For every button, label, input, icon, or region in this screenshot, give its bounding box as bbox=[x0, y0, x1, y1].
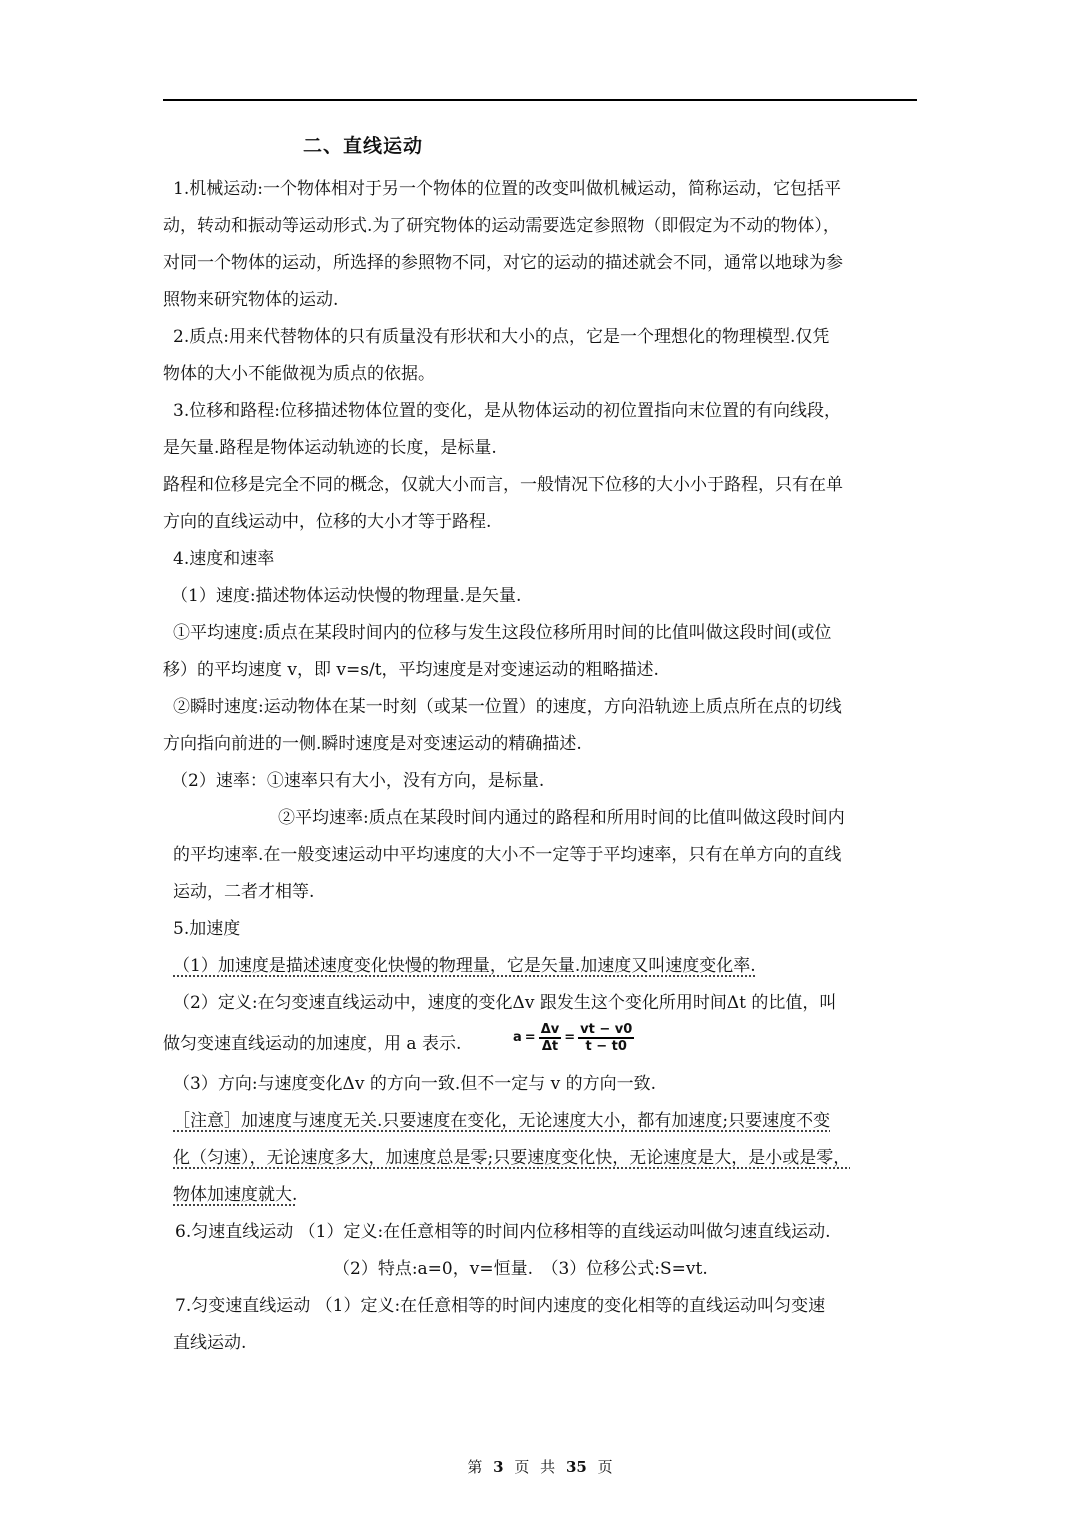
text-line: （3）方向:与速度变化Δv 的方向一致.但不一定与 v 的方向一致. bbox=[173, 1074, 657, 1094]
text-line: ②瞬时速度:运动物体在某一时刻（或某一位置）的速度，方向沿轨迹上质点所在点的切线 bbox=[173, 697, 842, 717]
text-line: 做匀变速直线运动的加速度，用 a 表示. bbox=[163, 1034, 462, 1054]
footer-middle: 页 共 bbox=[514, 1458, 556, 1476]
text-line: 3.位移和路程:位移描述物体位置的变化，是从物体运动的初位置指向末位置的有向线段， bbox=[173, 401, 841, 421]
text-line-note: 物体加速度就大. bbox=[173, 1185, 298, 1205]
header-rule bbox=[163, 99, 917, 101]
section-title: 二、直线运动 bbox=[303, 135, 424, 157]
text-line: 7.匀变速直线运动 （1）定义:在任意相等的时间内速度的变化相等的直线运动叫匀变速 bbox=[175, 1296, 826, 1316]
text-line-note: 化（匀速），无论速度多大，加速度总是零;只要速度变化快，无论速度是大，是小或是零， bbox=[173, 1148, 851, 1168]
footer-page-number: 3 bbox=[493, 1458, 504, 1476]
text-line: 照物来研究物体的运动. bbox=[163, 290, 339, 310]
page-footer bbox=[0, 1456, 1080, 1477]
text-line: 方向指向前进的一侧.瞬时速度是对变速运动的精确描述. bbox=[163, 734, 582, 754]
text-line: 6.匀速直线运动 （1）定义:在任意相等的时间内位移相等的直线运动叫做匀速直线运动. bbox=[175, 1222, 831, 1242]
text-line: 路程和位移是完全不同的概念，仅就大小而言，一般情况下位移的大小小于路程，只有在单 bbox=[163, 475, 843, 495]
footer-suffix: 页 bbox=[597, 1458, 613, 1476]
text-line: 移）的平均速度 v，即 v=s/t，平均速度是对变速运动的粗略描述. bbox=[163, 660, 659, 680]
text-line: 5.加速度 bbox=[173, 919, 241, 939]
text-line: 方向的直线运动中，位移的大小才等于路程. bbox=[163, 512, 492, 532]
document-body bbox=[163, 171, 917, 1362]
formula-numerator: Δv bbox=[540, 1022, 560, 1037]
formula-numerator: vt − v0 bbox=[580, 1022, 633, 1037]
text-line: 4.速度和速率 bbox=[173, 549, 275, 569]
text-line: （2）特点:a=0，v=恒量. （3）位移公式:S=vt. bbox=[333, 1259, 708, 1279]
formula-fraction-1 bbox=[539, 1022, 562, 1054]
text-line: 2.质点:用来代替物体的只有质量没有形状和大小的点，它是一个理想化的物理模型.仅凭 bbox=[173, 327, 830, 347]
footer-prefix: 第 bbox=[467, 1458, 483, 1476]
formula-equals: = bbox=[564, 1030, 576, 1045]
formula-fraction-2 bbox=[578, 1022, 634, 1054]
text-line: 运动，二者才相等. bbox=[173, 882, 315, 902]
footer-total-pages: 35 bbox=[565, 1458, 587, 1476]
formula-denominator: Δt bbox=[541, 1039, 559, 1054]
text-line: 是矢量.路程是物体运动轨迹的长度，是标量. bbox=[163, 438, 497, 458]
formula-equals: = bbox=[524, 1030, 536, 1045]
text-line-note: （1）加速度是描述速度变化快慢的物理量，它是矢量.加速度又叫速度变化率. bbox=[173, 956, 756, 976]
text-line: （2）速率：①速率只有大小，没有方向，是标量. bbox=[171, 771, 545, 791]
text-line: 动，转动和振动等运动形式.为了研究物体的运动需要选定参照物（即假定为不动的物体）， bbox=[163, 216, 840, 236]
acceleration-formula bbox=[513, 1022, 634, 1060]
formula-lhs: a bbox=[513, 1030, 522, 1045]
text-line: 对同一个物体的运动，所选择的参照物不同，对它的运动的描述就会不同，通常以地球为参 bbox=[163, 253, 843, 273]
text-line: （2）定义:在匀变速直线运动中，速度的变化Δv 跟发生这个变化所用时间Δt 的比值，叫 bbox=[173, 993, 837, 1013]
text-line: 物体的大小不能做视为质点的依据。 bbox=[163, 364, 435, 384]
formula-line bbox=[163, 1022, 917, 1066]
text-line: 直线运动. bbox=[173, 1333, 247, 1353]
formula-denominator: t − t0 bbox=[585, 1039, 627, 1054]
text-line-note: ［注意］加速度与速度无关.只要速度在变化，无论速度大小，都有加速度;只要速度不变 bbox=[173, 1111, 831, 1131]
text-line: ②平均速率:质点在某段时间内通过的路程和所用时间的比值叫做这段时间内 bbox=[278, 808, 845, 828]
text-line: ①平均速度:质点在某段时间内的位移与发生这段位移所用时间的比值叫做这段时间(或位 bbox=[173, 623, 832, 643]
text-line: 的平均速率.在一般变速运动中平均速度的大小不一定等于平均速率，只有在单方向的直线 bbox=[173, 845, 842, 865]
text-line: 1.机械运动:一个物体相对于另一个物体的位置的改变叫做机械运动，简称运动，它包括平 bbox=[173, 179, 841, 199]
text-line: （1）速度:描述物体运动快慢的物理量.是矢量. bbox=[171, 586, 522, 606]
